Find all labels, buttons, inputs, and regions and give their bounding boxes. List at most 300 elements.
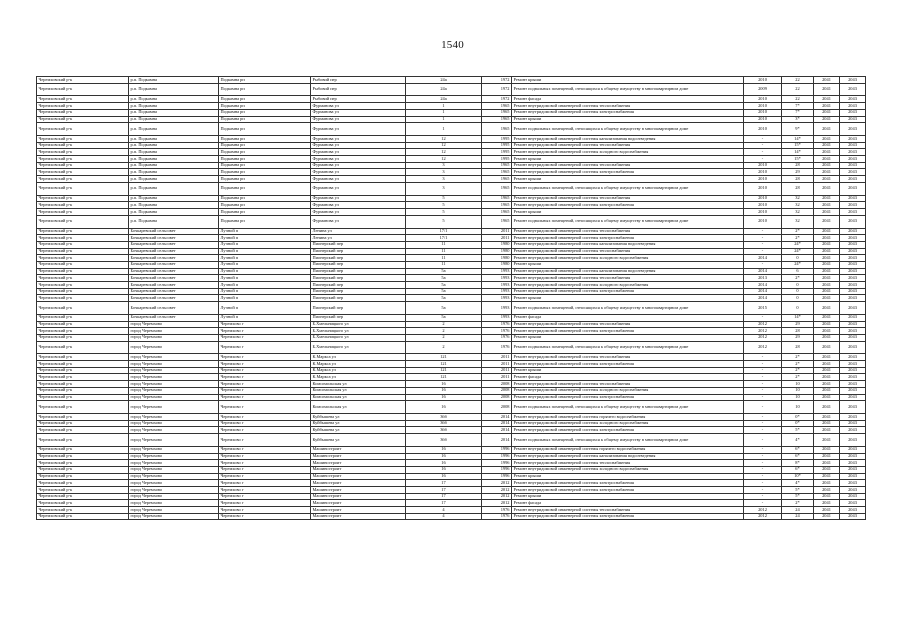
cell-district: Черемховский р-к [37,235,129,242]
cell-period-from: 2041 [814,381,840,388]
cell-year: 1976 [482,321,512,328]
cell-street: Фурманова ул [311,195,406,202]
cell-period-from: 2041 [814,374,840,381]
cell-plan-count: 0 [782,302,814,315]
cell-plan-year: - [744,354,782,361]
cell-street: Ленина ул [311,235,406,242]
cell-period-from: 2041 [814,77,840,84]
cell-period-to: 2043 [840,295,866,302]
cell-district: Черемховский р-к [37,434,129,447]
cell-year: 1965 [482,215,512,228]
cell-house: 5 [406,202,482,209]
table-row [37,275,866,282]
cell-street: Машиностроит [311,460,406,467]
cell-municipality: город Черемхово [129,361,219,368]
table-body [37,77,866,520]
cell-house: 12 [406,149,482,156]
cell-period-from: 2041 [814,162,840,169]
cell-plan-year: 2014 [744,288,782,295]
cell-work-type: Ремонт внутридомовой инженерной системы электроснабжения [512,109,744,116]
cell-year: 1996 [482,466,512,473]
cell-district: Черемховский р-к [37,215,129,228]
cell-house: 12 [406,142,482,149]
cell-district: Черемховский р-к [37,268,129,275]
cell-plan-count: 10 [782,387,814,394]
cell-year: 1993 [482,314,512,321]
cell-period-from: 2041 [814,460,840,467]
cell-house: 4 [406,513,482,520]
cell-street: Ленина ул [311,228,406,235]
cell-street: Пионерский пер [311,295,406,302]
cell-district: Черемховский р-к [37,282,129,289]
cell-house: 12 [406,156,482,163]
cell-plan-year: - [744,453,782,460]
cell-period-to: 2043 [840,420,866,427]
cell-district: Черемховский р-к [37,275,129,282]
cell-locality: Подкамна рп [219,116,311,123]
cell-street: Машиностроит [311,480,406,487]
cell-municipality: город Черемхово [129,354,219,361]
cell-work-type: Ремонт внутридомовой инженерной системы электроснабжения [512,288,744,295]
cell-locality: Подкамна рп [219,149,311,156]
cell-period-to: 2043 [840,500,866,507]
cell-period-to: 2043 [840,434,866,447]
cell-locality: Подкамна рп [219,96,311,103]
cell-work-type: Ремонт крыши [512,156,744,163]
cell-period-to: 2043 [840,361,866,368]
cell-street: Рыбовий пер [311,83,406,96]
cell-work-type: Ремонт внутридомовой инженерной системы теплоснабжения [512,228,744,235]
cell-house: 17 [406,500,482,507]
cell-municipality: город Черемхово [129,473,219,480]
cell-house: 5а [406,295,482,302]
cell-plan-year: 2010 [744,202,782,209]
cell-district: Черемховский р-к [37,103,129,110]
cell-period-to: 2043 [840,255,866,262]
cell-work-type: Ремонт фасада [512,96,744,103]
cell-street: Машиностроит [311,446,406,453]
cell-period-to: 2043 [840,176,866,183]
cell-plan-year: 2012 [744,334,782,341]
cell-house: 36б [406,434,482,447]
cell-period-from: 2041 [814,493,840,500]
cell-plan-count: 2* [782,361,814,368]
table-row [37,434,866,447]
cell-house: 121 [406,367,482,374]
cell-plan-count: 10* [782,473,814,480]
cell-period-to: 2043 [840,354,866,361]
cell-period-to: 2043 [840,235,866,242]
cell-year: 1965 [482,195,512,202]
cell-plan-year: 2010 [744,77,782,84]
cell-year: 2012 [482,493,512,500]
cell-period-from: 2041 [814,182,840,195]
cell-period-from: 2041 [814,354,840,361]
cell-district: Черемховский р-к [37,513,129,520]
cell-period-from: 2041 [814,361,840,368]
cell-street: Машиностроит [311,493,406,500]
table-row [37,493,866,500]
cell-street: Машиностроит [311,500,406,507]
cell-year: 2014 [482,434,512,447]
table-row [37,255,866,262]
cell-house: 2 [406,334,482,341]
cell-period-to: 2043 [840,401,866,414]
cell-period-from: 2041 [814,394,840,401]
cell-year: 1993 [482,302,512,315]
cell-district: Черемховский р-к [37,302,129,315]
cell-year: 2014 [482,420,512,427]
cell-locality: Подкамна рп [219,202,311,209]
cell-house: 1 [406,123,482,136]
cell-work-type: Ремонт подвальных помещений, относящихся к общему имуществу в многоквартирном доме [512,182,744,195]
table-row [37,288,866,295]
cell-house: 3 [406,176,482,183]
cell-municipality: Бочкаревский сельсовет [129,241,219,248]
cell-plan-year: 2010 [744,96,782,103]
cell-period-from: 2041 [814,341,840,354]
cell-plan-year: - [744,367,782,374]
cell-house: 5а [406,282,482,289]
cell-plan-year: - [744,374,782,381]
table-row [37,314,866,321]
cell-plan-count: 5* [782,487,814,494]
cell-locality: Лучной п [219,268,311,275]
cell-plan-count: 9* [782,123,814,136]
cell-work-type: Ремонт внутридомовой инженерной системы теплоснабжения [512,460,744,467]
cell-street: Б.Хмельницкого ул [311,321,406,328]
cell-plan-year: 2010 [744,209,782,216]
cell-municipality: город Черемхово [129,460,219,467]
cell-work-type: Ремонт крыши [512,367,744,374]
cell-street: Пионерский пер [311,261,406,268]
cell-work-type: Ремонт фасада [512,374,744,381]
cell-street: К.Маркса ул [311,354,406,361]
cell-municipality: город Черемхово [129,367,219,374]
cell-period-from: 2041 [814,500,840,507]
cell-locality: Подкамна рп [219,162,311,169]
cell-street: Фурманова ул [311,142,406,149]
table-row [37,427,866,434]
cell-street: Рыбовий пер [311,77,406,84]
cell-house: 16 [406,453,482,460]
cell-period-from: 2041 [814,149,840,156]
cell-period-to: 2043 [840,387,866,394]
table-row [37,507,866,514]
cell-period-from: 2041 [814,446,840,453]
cell-period-to: 2043 [840,241,866,248]
cell-house: 36б [406,427,482,434]
cell-plan-year: - [744,473,782,480]
cell-house: 5 [406,215,482,228]
cell-plan-count: 7* [782,103,814,110]
cell-district: Черемховский р-к [37,394,129,401]
table-row [37,235,866,242]
table-row [37,282,866,289]
cell-year: 1993 [482,295,512,302]
table-row [37,116,866,123]
cell-work-type: Ремонт подвальных помещений, относящихся к общему имуществу в многоквартирном доме [512,401,744,414]
cell-period-to: 2043 [840,381,866,388]
table-row [37,83,866,96]
cell-municipality: р.п. Подкамна [129,156,219,163]
cell-year: 1976 [482,513,512,520]
table-row [37,142,866,149]
cell-locality: Подкамна рп [219,109,311,116]
cell-work-type: Ремонт подвальных помещений, относящихся к общему имуществу в многоквартирном доме [512,123,744,136]
cell-locality: Черемхово г [219,493,311,500]
cell-district: Черемховский р-к [37,209,129,216]
cell-work-type: Ремонт внутридомовой инженерной системы канализования водоотведения [512,241,744,248]
cell-plan-count: 32 [782,195,814,202]
table-row [37,103,866,110]
cell-plan-count: 29 [782,321,814,328]
table-row [37,334,866,341]
cell-period-to: 2043 [840,282,866,289]
cell-year: 1972 [482,77,512,84]
cell-period-to: 2043 [840,261,866,268]
cell-district: Черемховский р-к [37,96,129,103]
cell-work-type: Ремонт внутридомовой инженерной системы теплоснабжения [512,103,744,110]
cell-period-to: 2043 [840,466,866,473]
cell-street: Машиностроит [311,453,406,460]
cell-plan-count: 2* [782,275,814,282]
cell-year: 1993 [482,288,512,295]
cell-period-from: 2041 [814,215,840,228]
cell-plan-year: - [744,414,782,421]
cell-street: Пионерский пер [311,268,406,275]
cell-work-type: Ремонт подвальных помещений, относящихся к общему имуществу в многоквартирном доме [512,341,744,354]
cell-plan-count: 24* [782,241,814,248]
cell-work-type: Ремонт крыши [512,209,744,216]
cell-year: 2011 [482,374,512,381]
cell-year: 1965 [482,103,512,110]
cell-house: 5а [406,314,482,321]
cell-plan-count: 4* [782,480,814,487]
cell-district: Черемховский р-к [37,314,129,321]
cell-plan-year: - [744,261,782,268]
cell-house: 3 [406,182,482,195]
table-row [37,228,866,235]
table-row [37,109,866,116]
cell-house: 17 [406,480,482,487]
cell-locality: Лучной п [219,314,311,321]
cell-period-from: 2041 [814,401,840,414]
cell-district: Черемховский р-к [37,182,129,195]
cell-year: 1995 [482,156,512,163]
cell-municipality: Бочкаревский сельсовет [129,275,219,282]
cell-plan-count: 28 [782,341,814,354]
cell-work-type: Ремонт внутридомовой инженерной системы теплоснабжения [512,275,744,282]
cell-plan-year: 2010 [744,176,782,183]
cell-plan-count: 22 [782,77,814,84]
cell-plan-year: 2009 [744,83,782,96]
cell-house: 17 [406,493,482,500]
table-row [37,446,866,453]
cell-work-type: Ремонт внутридомовой инженерной системы теплоснабжения [512,248,744,255]
cell-period-from: 2041 [814,116,840,123]
cell-period-to: 2043 [840,268,866,275]
cell-period-to: 2043 [840,228,866,235]
table-row [37,473,866,480]
cell-house: 121 [406,374,482,381]
cell-district: Черемховский р-к [37,453,129,460]
cell-plan-count: 0* [782,420,814,427]
cell-locality: Подкамна рп [219,103,311,110]
cell-municipality: Бочкаревский сельсовет [129,288,219,295]
cell-plan-count: 29 [782,334,814,341]
cell-year: 2011 [482,235,512,242]
cell-period-to: 2043 [840,116,866,123]
cell-period-from: 2041 [814,195,840,202]
cell-street: Б.Хмельницкого ул [311,341,406,354]
cell-house: 1 [406,109,482,116]
cell-work-type: Ремонт крыши [512,176,744,183]
cell-plan-year: - [744,381,782,388]
cell-street: Машиностроит [311,507,406,514]
cell-district: Черемховский р-к [37,176,129,183]
cell-plan-year: 2010 [744,116,782,123]
cell-municipality: город Черемхово [129,394,219,401]
cell-street: Пионерский пер [311,282,406,289]
cell-street: Б.Хмельницкого ул [311,334,406,341]
cell-period-to: 2043 [840,493,866,500]
cell-period-from: 2041 [814,209,840,216]
cell-locality: Черемхово г [219,434,311,447]
cell-year: 1980 [482,261,512,268]
cell-house: 17/1 [406,235,482,242]
cell-street: Машиностроит [311,473,406,480]
cell-plan-count: 4* [782,434,814,447]
cell-year: 1993 [482,275,512,282]
cell-district: Черемховский р-к [37,149,129,156]
cell-street: К.Маркса ул [311,361,406,368]
cell-period-from: 2041 [814,268,840,275]
cell-municipality: город Черемхово [129,328,219,335]
table-row [37,414,866,421]
cell-period-from: 2041 [814,321,840,328]
cell-district: Черемховский р-к [37,109,129,116]
cell-period-to: 2043 [840,414,866,421]
cell-period-from: 2041 [814,507,840,514]
cell-period-to: 2043 [840,77,866,84]
cell-district: Черемховский р-к [37,427,129,434]
cell-municipality: р.п. Подкамна [129,202,219,209]
cell-municipality: город Черемхово [129,487,219,494]
table-row [37,248,866,255]
cell-street: Машиностроит [311,513,406,520]
table-row [37,374,866,381]
cell-municipality: р.п. Подкамна [129,109,219,116]
cell-municipality: р.п. Подкамна [129,116,219,123]
cell-plan-count: 6* [782,466,814,473]
cell-plan-year: 2010 [744,123,782,136]
cell-house: 1 [406,103,482,110]
cell-plan-count: 5* [782,493,814,500]
cell-municipality: Бочкаревский сельсовет [129,255,219,262]
cell-locality: Черемхово г [219,367,311,374]
cell-plan-year: - [744,142,782,149]
cell-municipality: город Черемхово [129,434,219,447]
cell-period-from: 2041 [814,282,840,289]
cell-year: 2012 [482,480,512,487]
cell-year: 1976 [482,334,512,341]
cell-municipality: р.п. Подкамна [129,149,219,156]
cell-work-type: Ремонт фасада [512,314,744,321]
cell-work-type: Ремонт внутридомовой инженерной системы электроснабжения [512,235,744,242]
cell-plan-count: 32 [782,209,814,216]
cell-district: Черемховский р-к [37,361,129,368]
cell-district: Черемховский р-к [37,241,129,248]
cell-municipality: Бочкаревский сельсовет [129,228,219,235]
cell-municipality: Бочкаревский сельсовет [129,314,219,321]
cell-period-from: 2041 [814,466,840,473]
cell-district: Черемховский р-к [37,487,129,494]
cell-plan-count: 14* [782,149,814,156]
cell-district: Черемховский р-к [37,466,129,473]
cell-period-to: 2043 [840,142,866,149]
cell-plan-count: 2* [782,500,814,507]
cell-work-type: Ремонт внутридомовой инженерной системы электроснабжения [512,513,744,520]
table-row [37,295,866,302]
cell-locality: Лучной п [219,235,311,242]
cell-work-type: Ремонт внутридомовой инженерной системы электроснабжения [512,202,744,209]
cell-municipality: р.п. Подкамна [129,83,219,96]
cell-house: 5 [406,209,482,216]
cell-locality: Черемхово г [219,354,311,361]
cell-period-from: 2041 [814,156,840,163]
cell-locality: Черемхово г [219,487,311,494]
cell-house: 24а [406,96,482,103]
cell-plan-count: 7* [782,109,814,116]
cell-period-from: 2041 [814,136,840,143]
cell-house: 24а [406,77,482,84]
cell-work-type: Ремонт внутридомовой инженерной системы теплоснабжения [512,195,744,202]
cell-work-type: Ремонт подвальных помещений, относящихся к общему имуществу в многоквартирном доме [512,302,744,315]
cell-district: Черемховский р-к [37,156,129,163]
cell-locality: Лучной п [219,288,311,295]
cell-year: 1993 [482,268,512,275]
cell-district: Черемховский р-к [37,381,129,388]
cell-work-type: Ремонт крыши [512,493,744,500]
cell-street: Фурманова ул [311,162,406,169]
cell-locality: Черемхово г [219,414,311,421]
cell-locality: Черемхово г [219,420,311,427]
cell-plan-year: 2010 [744,162,782,169]
cell-locality: Черемхово г [219,361,311,368]
table-row [37,149,866,156]
cell-year: 2011 [482,228,512,235]
cell-plan-year: 2014 [744,295,782,302]
cell-period-to: 2043 [840,507,866,514]
cell-municipality: Бочкаревский сельсовет [129,268,219,275]
cell-district: Черемховский р-к [37,354,129,361]
table-row [37,466,866,473]
cell-district: Черемховский р-к [37,202,129,209]
cell-plan-year: - [744,434,782,447]
cell-house: 3 [406,169,482,176]
cell-municipality: р.п. Подкамна [129,209,219,216]
cell-year: 1995 [482,149,512,156]
cell-street: Комсомольская ул [311,387,406,394]
cell-locality: Подкамна рп [219,142,311,149]
cell-locality: Черемхово г [219,387,311,394]
cell-district: Черемховский р-к [37,261,129,268]
cell-street: Фурманова ул [311,109,406,116]
cell-year: 1965 [482,182,512,195]
cell-street: Пионерский пер [311,314,406,321]
cell-district: Черемховский р-к [37,83,129,96]
